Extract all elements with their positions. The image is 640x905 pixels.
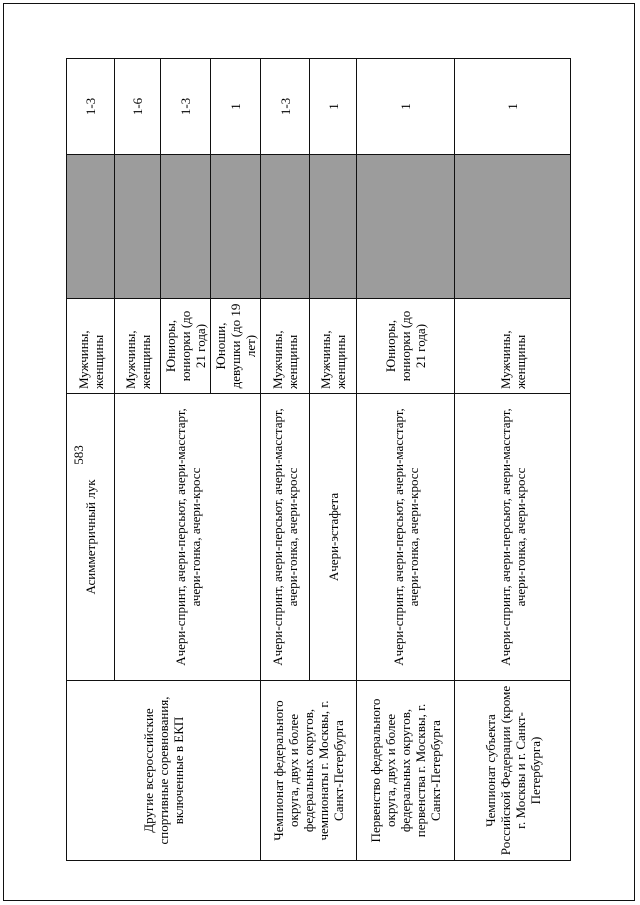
age-group-cell: Юноши, девушки (до 19 лет) (211, 299, 261, 394)
place-cell: 1-3 (67, 59, 115, 155)
discipline-cell: Ачери-эстафета (310, 394, 357, 681)
event-cell: Другие всероссийские спортивные соревнования, включенные в ЕКП (67, 681, 261, 861)
age-group-cell: Мужчины, женщины (310, 299, 357, 394)
page-number: 583 (71, 445, 86, 465)
discipline-cell: Ачери-спринт, ачери-персьют, ачери-масстарт, ачери-гонка, ачери-кросс (357, 394, 455, 681)
discipline-cell: Ачери-спринт, ачери-персьют, ачери-масстарт, ачери-гонка, ачери-кросс (455, 394, 571, 681)
sports-ranking-table (66, 58, 571, 861)
table-row (357, 59, 455, 861)
table-row (455, 59, 571, 861)
discipline-cell: Ачери-спринт, ачери-персьют, ачери-масстарт, ачери-гонка, ачери-кросс (261, 394, 310, 681)
redacted-code-cell (261, 155, 310, 299)
place-cell: 1-3 (161, 59, 211, 155)
place-cell: 1 (357, 59, 455, 155)
place-cell: 1 (310, 59, 357, 155)
redacted-code-cell (161, 155, 211, 299)
place-cell: 1 (455, 59, 571, 155)
rotated-table-wrapper (66, 59, 560, 861)
redacted-code-cell (115, 155, 161, 299)
event-cell: Первенство федерального округа, двух и более федеральных округов, первенства г. Москвы, г. Санкт-Петербурга (357, 681, 455, 861)
table-row (261, 59, 310, 861)
age-group-cell: Юниоры, юниорки (до 21 года) (357, 299, 455, 394)
discipline-cell: Асимметричный лук (67, 394, 115, 681)
redacted-code-cell (357, 155, 455, 299)
redacted-code-cell (67, 155, 115, 299)
age-group-cell: Мужчины, женщины (67, 299, 115, 394)
event-cell: Чемпионат федерального округа, двух и более федеральных округов, чемпионаты г. Москвы, г. Санкт-Петербурга (261, 681, 357, 861)
redacted-code-cell (455, 155, 571, 299)
age-group-cell: Мужчины, женщины (115, 299, 161, 394)
age-group-cell: Мужчины, женщины (261, 299, 310, 394)
redacted-code-cell (310, 155, 357, 299)
redacted-code-cell (211, 155, 261, 299)
age-group-cell: Юниоры, юниорки (до 21 года) (161, 299, 211, 394)
age-group-cell: Мужчины, женщины (455, 299, 571, 394)
table-row (67, 59, 115, 861)
event-cell: Чемпионат субъекта Российской Федерации (кроме г. Москвы и г. Санкт-Петербурга) (455, 681, 571, 861)
place-cell: 1-6 (115, 59, 161, 155)
discipline-cell: Ачери-спринт, ачери-персьют, ачери-масстарт, ачери-гонка, ачери-кросс (115, 394, 261, 681)
place-cell: 1 (211, 59, 261, 155)
place-cell: 1-3 (261, 59, 310, 155)
